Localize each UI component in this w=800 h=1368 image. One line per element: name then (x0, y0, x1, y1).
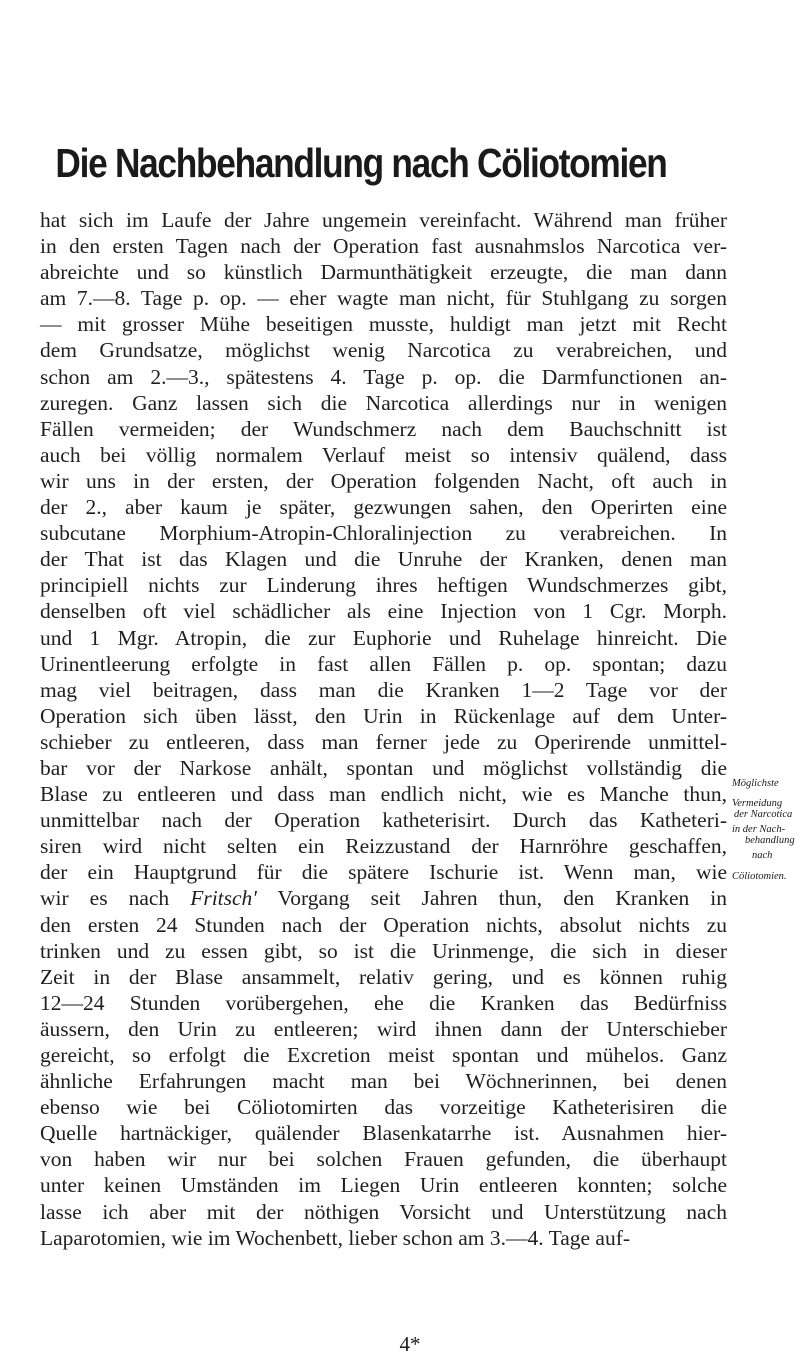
text-line: von haben wir nur bei solchen Frauen gefunden, die überhaupt (40, 1147, 727, 1172)
text-line: äussern, den Urin zu entleeren; wird ihnen dann der Unterschieber (40, 1016, 727, 1041)
text-line: abreichte und so künstlich Darmunthätigkeit erzeugte, die man dann (40, 260, 727, 285)
text-line: principiell nichts zur Linderung ihres heftigen Wundschmerzes gibt, (40, 573, 727, 598)
text-line: 12—24 Stunden vorübergehen, ehe die Kranken das Bedürfniss (40, 990, 727, 1015)
text-line: Laparotomien, wie im Wochenbett, lieber schon am 3.—4. Tage auf- (40, 1225, 631, 1250)
text-line: trinken und zu essen gibt, so ist die Urinmenge, die sich in dieser (40, 938, 727, 963)
text-line: den ersten 24 Stunden nach der Operation nichts, absolut nichts zu (40, 912, 727, 937)
text-line: auch bei völlig normalem Verlauf meist so intensiv quälend, dass (40, 442, 727, 467)
signature-mark: 4* (399, 1332, 421, 1356)
text-line-with-italic-name: wir es nach Fritsch' Vorgang seit Jahren thun, den Kranken in (40, 886, 727, 911)
margin-note-line: der Narcotica (734, 809, 793, 820)
margin-note-line: Möglichste (732, 778, 779, 789)
text-line: der That ist das Klagen und die Unruhe der Kranken, denen man (40, 547, 727, 572)
body-text (40, 207, 727, 1251)
text-line: subcutane Morphium-Atropin-Chloralinjection zu verabreichen. In (40, 521, 727, 546)
running-title: Die Nachbehandlung nach Cöliotomien (55, 140, 667, 186)
margin-note-line: Vermeidung (732, 797, 783, 809)
text-line: Fällen vermeiden; der Wundschmerz nach dem Bauchschnitt ist (40, 416, 727, 441)
text-line: mag viel beitragen, dass man die Kranken 1—2 Tage vor der (40, 677, 727, 702)
text-line: in den ersten Tagen nach der Operation fast ausnahmslos Narcotica ver- (40, 234, 727, 259)
margin-note-line: in der Nach- (732, 823, 786, 835)
text-line: Urinentleerung erfolgte in fast allen Fällen p. op. spontan; dazu (40, 651, 727, 676)
text-line: unter keinen Umständen im Liegen Urin entleeren konnten; solche (40, 1173, 727, 1198)
text-line: Blase zu entleeren und dass man endlich nicht, wie es Manche thun, (40, 782, 727, 807)
text-line: schieber zu entleeren, dass man ferner jede zu Operirende unmittel- (40, 729, 727, 754)
margin-note-line: Cöliotomien. (732, 871, 787, 882)
text-line: siren wird nicht selten ein Reizzustand der Harnröhre geschaffen, (40, 834, 727, 859)
margin-note-line: behandlung (745, 835, 795, 846)
text-line: am 7.—8. Tage p. op. — eher wagte man nicht, für Stuhlgang zu sorgen (40, 286, 727, 311)
text-line: denselben oft viel schädlicher als eine Injection von 1 Cgr. Morph. (40, 599, 727, 624)
text-line: ähnliche Erfahrungen macht man bei Wöchnerinnen, bei denen (40, 1069, 727, 1094)
text-line: dem Grundsatze, möglichst wenig Narcotica zu verabreichen, und (40, 338, 727, 363)
text-line: Zeit in der Blase ansammelt, relativ gering, und es können ruhig (40, 964, 727, 989)
text-line: zuregen. Ganz lassen sich die Narcotica allerdings nur in wenigen (40, 390, 727, 415)
text-line: bar vor der Narkose anhält, spontan und möglichst vollständig die (40, 755, 727, 780)
margin-note-line: nach (752, 849, 773, 861)
text-line: der 2., aber kaum je später, gezwungen sahen, den Operirten eine (40, 495, 727, 520)
text-line: Quelle hartnäckiger, quälender Blasenkatarrhe ist. Ausnahmen hier- (40, 1121, 727, 1146)
text-line: schon am 2.—3., spätestens 4. Tage p. op. die Darmfunctionen an- (40, 364, 727, 389)
text-line: Operation sich üben lässt, den Urin in Rückenlage auf dem Unter- (40, 703, 727, 728)
text-line: ebenso wie bei Cöliotomirten das vorzeitige Katheterisiren die (40, 1095, 727, 1120)
author-name-italic: Fritsch' (190, 886, 257, 911)
text-line: wir uns in der ersten, der Operation folgenden Nacht, oft auch in (40, 468, 727, 493)
text-line: — mit grosser Mühe beseitigen musste, huldigt man jetzt mit Recht (40, 312, 727, 337)
margin-note (732, 778, 798, 883)
text-line: der ein Hauptgrund für die spätere Ischurie ist. Wenn man, wie (40, 860, 727, 885)
text-line: gereicht, so erfolgt die Excretion meist spontan und mühelos. Ganz (40, 1043, 727, 1067)
text-line: lasse ich aber mit der nöthigen Vorsicht und Unterstützung nach (40, 1199, 727, 1224)
text-line: unmittelbar nach der Operation katheterisirt. Durch das Katheteri- (40, 808, 727, 833)
text-line: und 1 Mgr. Atropin, die zur Euphorie und Ruhelage hinreicht. Die (40, 625, 727, 650)
text-line: hat sich im Laufe der Jahre ungemein vereinfacht. Während man früher (40, 208, 727, 232)
